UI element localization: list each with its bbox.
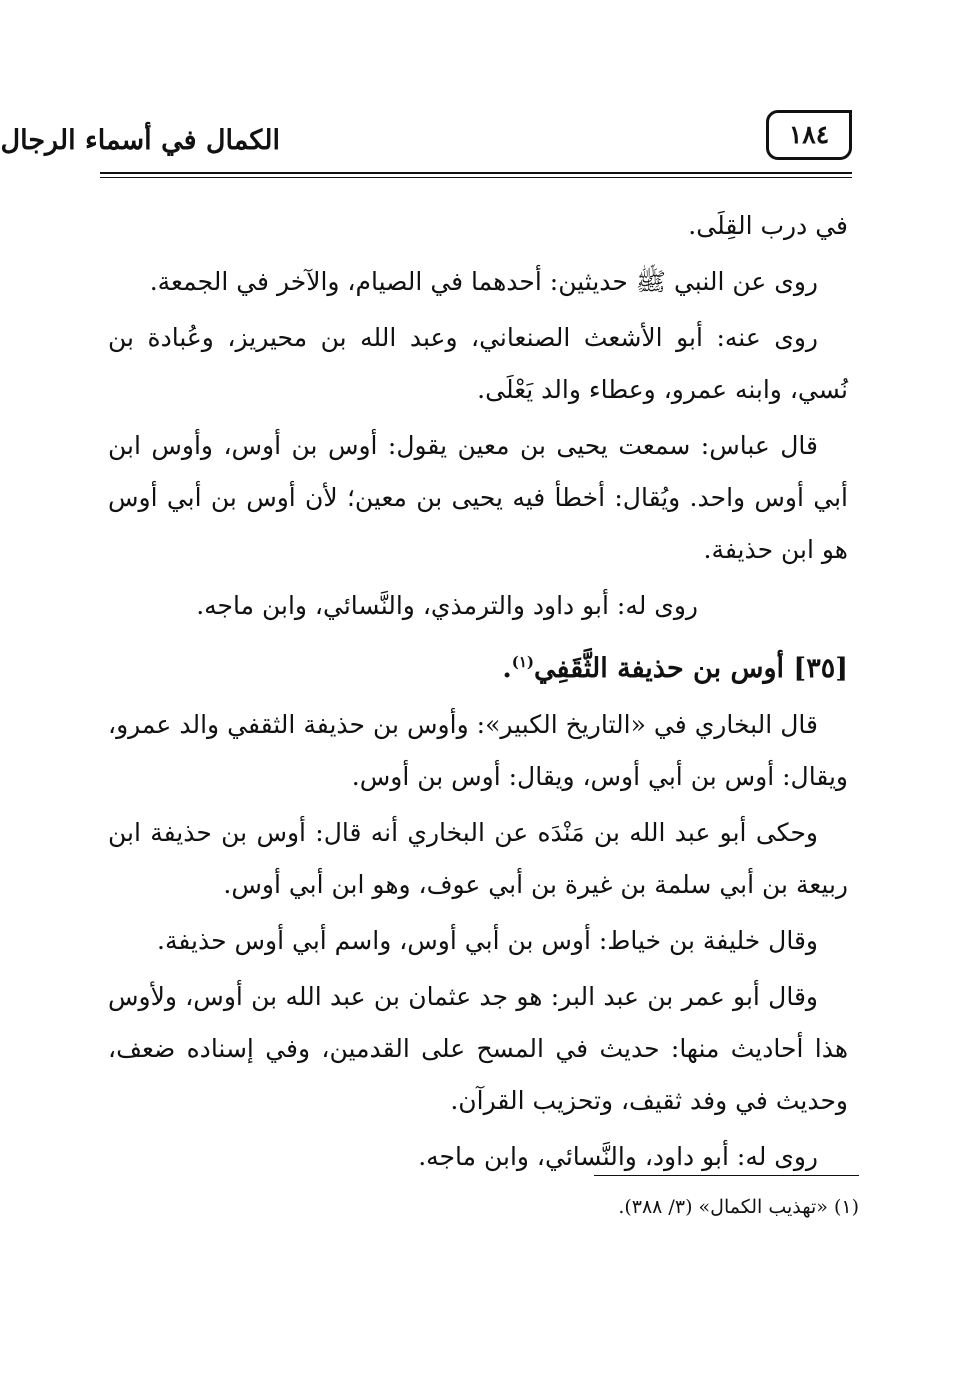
page-header <box>0 110 852 180</box>
running-book-title: الكمال في أسماء الرجال <box>0 125 280 156</box>
entry-end: . <box>502 653 512 684</box>
paragraph: في درب القِلَى. <box>688 211 848 240</box>
header-divider <box>100 172 852 178</box>
entry-name: أوس بن حذيفة الثَّقَفِي <box>534 653 785 684</box>
paragraph: روى له: أبو داود، والنَّسائي، وابن ماجه. <box>418 1142 818 1171</box>
paragraph: قال عباس: سمعت يحيى بن معين يقول: أوس بن أوس، وأوس ابن أبي أوس واحد. ويُقال: أخطأ فيه يحيى بن معين؛ لأن أوس بن أبي أوس هو ابن حذيفة. <box>108 431 848 564</box>
main-text <box>108 200 848 1187</box>
paragraph: قال البخاري في «التاريخ الكبير»: وأوس بن حذيفة الثقفي والد عمرو، ويقال: أوس بن أبي أوس، ويقال: أوس بن أوس. <box>108 710 848 791</box>
paragraph: روى عن النبي ﷺ حديثين: أحدهما في الصيام، والآخر في الجمعة. <box>149 267 818 296</box>
paragraph: وقال خليفة بن خياط: أوس بن أبي أوس، واسم أبي أوس حذيفة. <box>157 926 818 955</box>
paragraph: وقال أبو عمر بن عبد البر: هو جد عثمان بن عبد الله بن أوس، ولأوس هذا أحاديث منها: حديث في المسح على القدمين، وفي إسناده ضعف، وحديث في وفد ثقيف، وتحزيب القرآن. <box>108 982 848 1115</box>
entry-number: [٣٥] <box>793 653 848 684</box>
paragraph: وحكى أبو عبد الله بن مَنْدَه عن البخاري أنه قال: أوس بن حذيفة ابن ربيعة بن أبي سلمة بن غيرة بن أبي عوف، وهو ابن أبي أوس. <box>108 818 848 899</box>
footnote-marker: (١) <box>511 653 535 671</box>
paragraph: روى له: أبو داود والترمذي، والنَّسائي، وابن ماجه. <box>196 591 698 620</box>
footnote: (١) «تهذيب الكمال» (٣/ ٣٨٨). <box>618 1196 859 1218</box>
paragraph: روى عنه: أبو الأشعث الصنعاني، وعبد الله بن محيريز، وعُبادة بن نُسي، وابنه عمرو، وعطاء والد يَعْلَى. <box>108 323 848 404</box>
entry-heading <box>108 636 848 695</box>
footnote-divider <box>594 1175 859 1176</box>
page-number: ١٨٤ <box>766 110 852 160</box>
